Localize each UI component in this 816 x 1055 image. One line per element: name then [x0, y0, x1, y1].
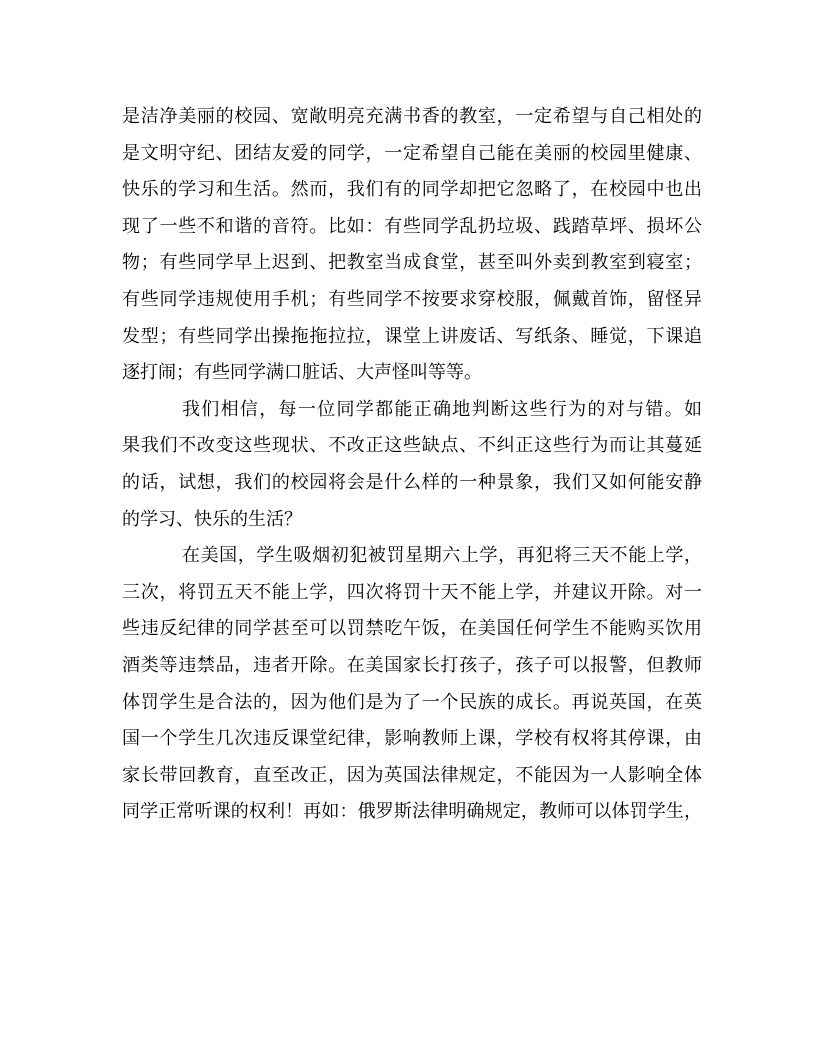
text-line: 现了一些不和谐的音符。比如：有些同学乱扔垃圾、践踏草坪、损坏公 [122, 215, 702, 237]
text-line: 发型；有些同学出操拖拖拉拉，课堂上讲废话、写纸条、睡觉，下课追 [122, 325, 702, 347]
text-line: 家长带回教育，直至改正，因为英国法律规定，不能因为一人影响全体 [122, 764, 702, 786]
text-line: 是文明守纪、团结友爱的同学，一定希望自己能在美丽的校园里健康、 [122, 142, 702, 164]
text-line: 的学习、快乐的生活？ [122, 508, 302, 530]
text-line: 有些同学违规使用手机；有些同学不按要求穿校服，佩戴首饰，留怪异 [122, 288, 702, 310]
text-line: 国一个学生几次违反课堂纪律，影响教师上课，学校有权将其停课，由 [122, 728, 702, 750]
text-line: 在美国，学生吸烟初犯被罚星期六上学，再犯将三天不能上学， [182, 545, 702, 567]
text-line: 逐打闹；有些同学满口脏话、大声怪叫等等。 [122, 362, 482, 384]
text-line: 是洁净美丽的校园、宽敞明亮充满书香的教室，一定希望与自己相处的 [122, 106, 702, 127]
text-line: 酒类等违禁品，违者开除。在美国家长打孩子，孩子可以报警，但教师 [122, 654, 702, 676]
text-line: 体罚学生是合法的，因为他们是为了一个民族的成长。再说英国，在英 [122, 691, 702, 713]
text-line: 的话，试想，我们的校园将会是什么样的一种景象，我们又如何能安静 [122, 471, 702, 493]
document-body [122, 99, 702, 831]
text-line: 我们相信，每一位同学都能正确地判断这些行为的对与错。如 [182, 398, 702, 420]
text-line: 果我们不改变这些现状、不改正这些缺点、不纠正这些行为而让其蔓延 [122, 435, 702, 457]
text-line: 些违反纪律的同学甚至可以罚禁吃午饭，在美国任何学生不能购买饮用 [122, 618, 702, 640]
text-line: 同学正常听课的权利！再如：俄罗斯法律明确规定，教师可以体罚学生， [122, 801, 702, 823]
text-line: 三次，将罚五天不能上学，四次将罚十天不能上学，并建议开除。对一 [122, 581, 702, 603]
text-line: 快乐的学习和生活。然而，我们有的同学却把它忽略了，在校园中也出 [122, 179, 702, 201]
text-line: 物；有些同学早上迟到、把教室当成食堂，甚至叫外卖到教室到寝室； [122, 252, 702, 274]
